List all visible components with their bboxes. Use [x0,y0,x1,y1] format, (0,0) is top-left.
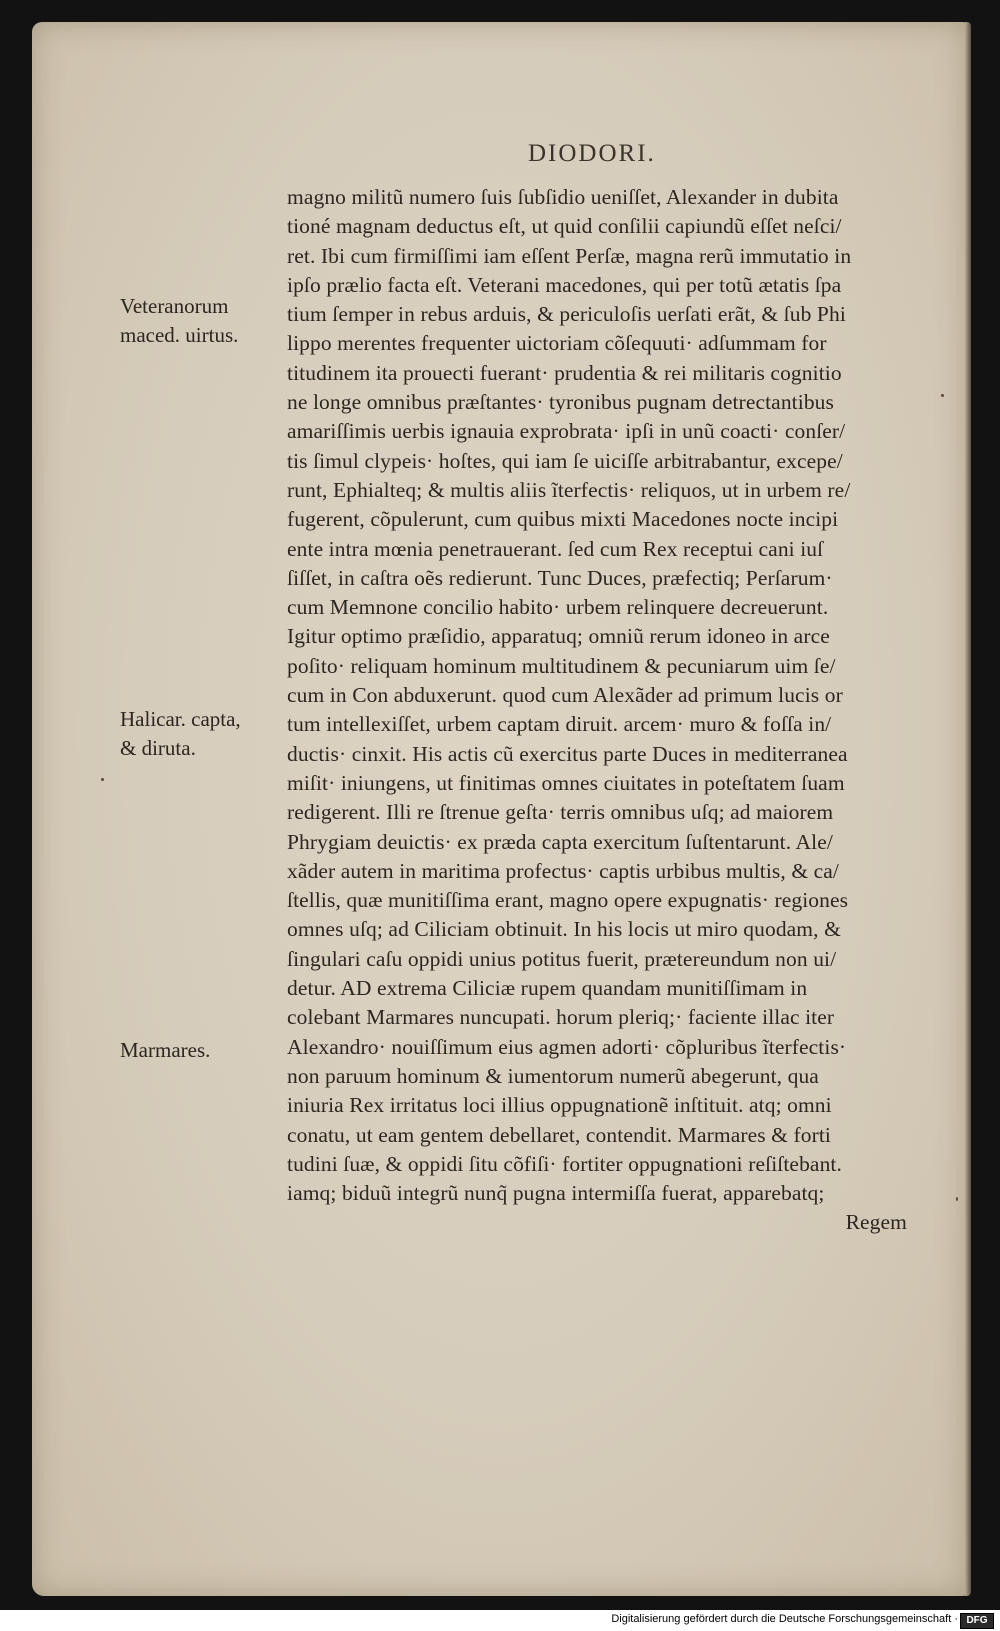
main-text-block [287,183,907,1238]
text-line: ductis· cinxit. His actis cũ exercitus parte Duces in mediterranea [287,741,848,766]
text-line: ſiſſet, in caſtra oẽs redierunt. Tunc Duces, præfectiq; Perſarum· [287,565,833,590]
text-line: ſtellis, quæ munitiſſima erant, magno opere expugnatis· regiones [287,888,849,913]
text-line: ne longe omnibus præſtantes· tyronibus pugnam detrectantibus [287,390,834,415]
text-line: omnes uſq; ad Ciliciam obtinuit. In his locis ut miro quodam, & [287,917,841,942]
text-line: iniuria Rex irritatus loci illius oppugnationẽ inſtituit. atq; omni [287,1093,832,1118]
text-line: tudini ſuæ, & oppidi ſitu cõfiſi· fortiter oppugnationi reſiſtebant. [287,1151,842,1176]
margin-note-veterans [120,292,285,350]
margin-note-marmares [120,1036,285,1065]
text-line: ipſo prælio facta eſt. Veterani macedones, qui per totũ ætatis ſpa [287,272,842,297]
text-line: redigerent. Illi re ſtrenue geſta· terris omnibus uſq; ad maiorem [287,800,834,825]
margin-note-line: & diruta. [120,736,196,760]
text-line: tioné magnam deductus eſt, ut quid conſilii capiundũ eſſet neſci/ [287,214,842,239]
text-line: ret. Ibi cum firmiſſimi iam eſſent Perſæ, magna rerũ immutatio in [287,243,852,268]
catchword: Regem [845,1210,907,1235]
text-line: amariſſimis uerbis ignauia exprobrata· ipſi in unũ coacti· conſer/ [287,419,846,444]
paper-speck [941,394,944,397]
text-line: magno militũ numero ſuis ſubſidio ueniſſet, Alexander in dubita [287,185,839,209]
text-line: titudinem ita prouecti fuerant· prudentia & rei militaris cognitio [287,360,842,385]
text-line: poſito· reliquam hominum multitudinem & pecuniarum uim ſe/ [287,653,836,678]
text-line: ſingulari caſu oppidi unius potitus fuerit, prætereundum non ui/ [287,946,837,971]
text-line: colebant Marmares nuncupati. horum pleriq;· faciente illac iter [287,1005,835,1030]
running-head: DIODORI. [528,140,656,167]
text-line: cum in Con abduxerunt. quod cum Alexãder ad primum lucis or [287,683,843,708]
margin-note-line: Halicar. capta, [120,707,241,731]
margin-note-line: Marmares. [120,1038,211,1062]
text-line: Phrygiam deuictis· ex præda capta exercitum ſuſtentarunt. Ale/ [287,829,833,854]
text-line: conatu, ut eam gentem debellaret, contendit. Marmares & forti [287,1122,831,1147]
paper-speck [956,1197,958,1201]
text-line: tum intellexiſſet, urbem captam diruit. arcem· muro & foſſa in/ [287,712,832,737]
text-line: detur. AD extrema Ciliciæ rupem quandam munitiſſimam in [287,976,808,1001]
margin-note-line: Veteranorum [120,294,229,318]
dfg-logo: DFG [960,1613,994,1629]
footer-bar [0,1610,1000,1631]
text-line: tium ſemper in rebus arduis, & periculoſis uerſati erãt, & ſub Phi [287,302,846,327]
text-line: iamq; biduũ integrũ nunq̃ pugna intermiſſa fuerat, apparebatq; [287,1181,825,1206]
text-line: miſit· iniungens, ut finitimas omnes ciuitates in poteſtatem ſuam [287,770,845,795]
text-line: non paruum hominum & iumentorum numerũ abegerunt, qua [287,1063,819,1088]
text-line: runt, Ephialteq; & multis aliis ĩterfectis· reliquos, ut in urbem re/ [287,477,851,502]
text-line: tis ſimul clypeis· hoſtes, qui iam ſe uiciſſe arbitrabantur, excepe/ [287,448,843,473]
text-line: Igitur optimo præſidio, apparatuq; omniũ rerum idoneo in arce [287,624,830,649]
paper-speck [101,778,104,781]
text-line: fugerent, cõpulerunt, cum quibus mixti Macedones nocte incipi [287,507,839,532]
text-line: lippo merentes frequenter uictoriam cõſequuti· adſummam for [287,331,827,356]
text-line: ente intra mœnia penetrauerant. ſed cum Rex receptui cani iuſ [287,536,824,561]
margin-note-line: maced. uirtus. [120,323,239,347]
text-line: cum Memnone concilio habito· urbem relinquere decreuerunt. [287,595,829,620]
funding-credit: Digitalisierung gefördert durch die Deutsche Forschungsgemeinschaft · [611,1613,958,1625]
text-line: Alexandro· nouiſſimum eius agmen adorti· cõpluribus ĩterfectis· [287,1034,847,1059]
margin-note-halicarnassus [120,705,285,763]
page-edge [965,22,971,1596]
text-line: xãder autem in maritima profectus· captis urbibus multis, & ca/ [287,858,840,883]
